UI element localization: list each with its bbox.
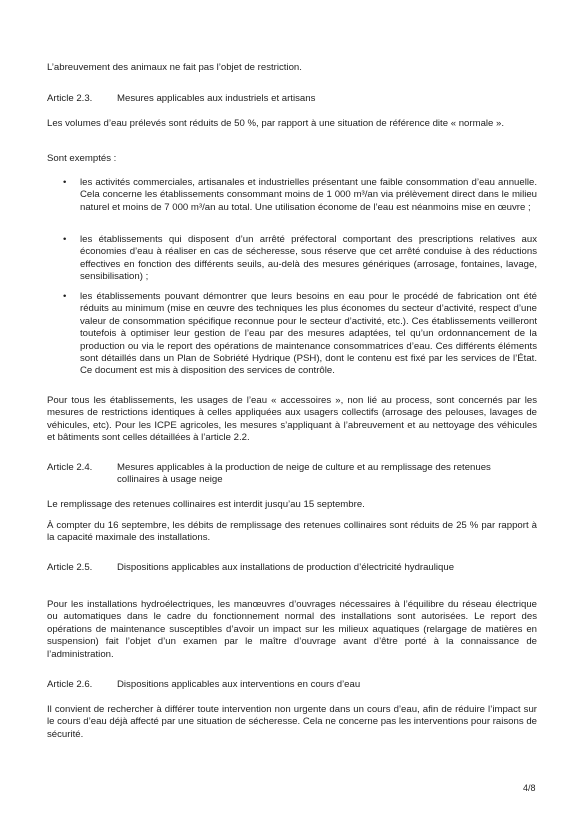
bullet-icon: • <box>63 291 67 302</box>
list-item: les établissements pouvant démontrer que leurs besoins en eau pour le procédé de fabrication ont été réduits au minimum (mise en œuvre des techniques les plus économes du secteur d’activité, respect d’une valeur de consommation spécifique reconnue pour le secteur d’activité, etc.). Ces établissements veilleront toutefois à optimiser leur gestion de l’eau par des mesures adaptées, tel qu’un ordonnancement de la production ou via le report des opérations de maintenance consommatrices d’eau. Ces différents éléments sont détaillés dans un Plan de Sobriété Hydrique (PSH), dont le contenu est fixé par les services de l’État. Ce document est mis à disposition des services de contrôle. <box>80 291 537 377</box>
article-2-5-paragraph-1: Pour les installations hydroélectriques, les manœuvres d’ouvrages nécessaires à l’équilibre du réseau électrique ou automatiques dans le cadre du fonctionnement normal des installations sont autorisées. Le report des opérations de maintenance susceptibles d’avoir un impact sur les milieux aquatiques (relargage de matières en suspension) fait l’objet d’un examen par le maître d’ouvrage avant d’être porté à la connaissance de l’administration. <box>47 599 537 660</box>
article-title: Mesures applicables à la production de neige de culture et au remplissage des retenues collinaires à usage neige <box>117 462 491 486</box>
list-item: les établissements qui disposent d’un arrêté préfectoral comportant des prescriptions relatives aux économies d’eau à réaliser en cas de sécheresse, sous réserve que cet arrêté conduise à des réductions effectives en fonction des différents seuils, au-delà des mesures génériques (arrosage, fontaines, lavage, sensibilisation) ; <box>80 234 537 283</box>
article-number: Article 2.5. <box>47 562 93 573</box>
article-title: Mesures applicables aux industriels et artisans <box>117 93 316 104</box>
article-title: Dispositions applicables aux interventions en cours d’eau <box>117 679 361 690</box>
bullet-icon: • <box>63 234 67 245</box>
exemptions-label: Sont exemptés : <box>47 153 117 164</box>
article-2-4-paragraph-1: Le remplissage des retenues collinaires est interdit jusqu’au 15 septembre. <box>47 499 365 510</box>
page-number: 4/8 <box>523 783 536 793</box>
article-2-6-paragraph-1: Il convient de rechercher à différer toute intervention non urgente dans un cours d’eau, afin de réduire l’impact sur le cours d’eau déjà affecté par une situation de sécheresse. Cela ne concerne pas les interventions pour raisons de sécurité. <box>47 704 537 740</box>
intro-paragraph: L’abreuvement des animaux ne fait pas l’objet de restriction. <box>47 62 302 73</box>
article-number: Article 2.4. <box>47 462 93 473</box>
article-2-3-paragraph-1: Les volumes d’eau prélevés sont réduits de 50 %, par rapport à une situation de référence dite « normale ». <box>47 118 505 129</box>
article-2-4-paragraph-2: À compter du 16 septembre, les débits de remplissage des retenues collinaires sont réduits de 25 % par rapport à la capacité maximale des installations. <box>47 520 537 544</box>
article-number: Article 2.3. <box>47 93 93 104</box>
article-number: Article 2.6. <box>47 679 93 690</box>
bullet-icon: • <box>63 177 67 188</box>
article-2-3-paragraph-2: Pour tous les établissements, les usages de l’eau « accessoires », non lié au process, sont concernés par les mesures de restrictions identiques à celles appliquées aux usagers collectifs (arrosage des pelouses, lavages de véhicules, etc). Pour les ICPE agricoles, les mesures s’appliquant à l’abreuvement et au nettoyage des véhicules et bâtiments sont celles détaillées à l’article 2.2. <box>47 395 537 444</box>
article-title: Dispositions applicables aux installations de production d’électricité hydraulique <box>117 562 455 573</box>
list-item: les activités commerciales, artisanales et industrielles présentant une faible consommation d’eau annuelle. Cela concerne les établissements consommant moins de 1 000 m³/an via prélèvement direct dans le milieu naturel et moins de 7 000 m³/an au total. Une utilisation économe de l’eau est néanmoins mise en œuvre ; <box>80 177 537 213</box>
